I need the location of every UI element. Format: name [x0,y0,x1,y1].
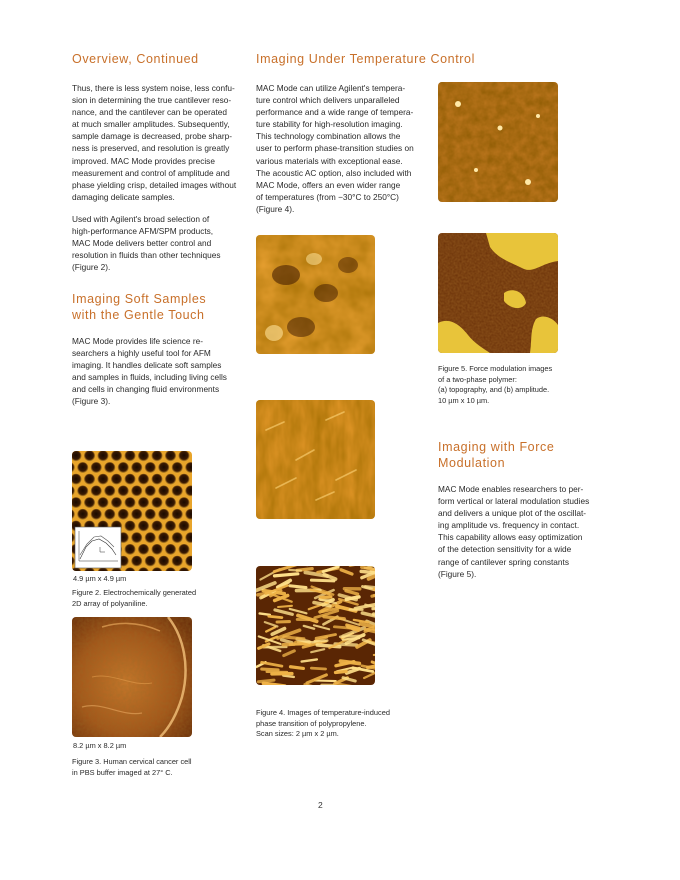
figure-4b-image [256,400,375,519]
overview-heading: Overview, Continued [72,52,199,66]
figure-3-image [72,617,192,737]
text-line: Modulation [438,455,506,470]
text-line: phase transition of polypropylene. [256,718,367,728]
text-line: sion in determining the true cantilever reso- [72,95,232,106]
polyaniline-array-graphic [72,451,192,571]
force-modulation-paragraph [438,483,618,580]
text-line: ing amplitude vs. frequency in contact. [438,520,580,531]
text-line: This technology combination allows the [256,131,401,142]
text-line: (Figure 3). [72,396,111,407]
text-line: Imaging with Force [438,440,555,454]
figure-4c-image [256,566,375,685]
text-line: range of cantilever spring constants [438,556,569,567]
text-line: MAC Mode enables researchers to per- [438,484,584,494]
text-line: and delivers a unique plot of the oscillat- [438,508,587,519]
soft-samples-heading [72,292,206,323]
text-line: Thus, there is less system noise, less confu- [72,83,235,93]
figure-4a-image [256,235,375,354]
text-line: Scan sizes: 2 µm x 2 µm. [256,729,339,739]
text-line: MAC Mode delivers better control and [72,238,212,249]
text-line: high-performance AFM/SPM products, [72,226,214,237]
text-line: 2D array of polyaniline. [72,598,148,608]
text-line: of a two-phase polymer: [438,374,517,384]
text-line: of the detection sensitivity for a wide [438,544,572,555]
overview-paragraph-2 [72,213,248,273]
polypropylene-phase-c-graphic [256,566,375,685]
text-line: Figure 2. Electrochemically generated [72,588,197,597]
text-line: (Figure 2). [72,262,111,273]
text-line: performance and a wide range of tempera- [256,107,414,118]
text-line: MAC Mode provides life science re- [72,336,203,346]
text-line: of temperatures (from −30°C to 250°C) [256,191,399,202]
cancer-cell-graphic [72,617,192,737]
figure-2-caption [72,588,248,609]
text-line: nance, and the cantilever can be operated [72,107,227,118]
text-line: Imaging Soft Samples [72,292,207,306]
text-line: various materials with exceptional ease. [256,155,403,166]
text-line: ture stability for high-resolution imaging. [256,119,403,130]
temperature-control-heading: Imaging Under Temperature Control [256,52,475,66]
text-line: improved. MAC Mode provides precise [72,155,215,166]
text-line: phase yielding crisp, detailed images without [72,179,237,190]
text-line: in PBS buffer imaged at 27° C. [72,767,173,777]
text-line: and samples in fluids, including living cells [72,372,227,383]
text-line: searchers a highly useful tool for AFM [72,348,211,359]
text-line: measurement and control of amplitude and [72,167,230,178]
text-line: damaging delicate samples. [72,191,175,202]
text-line: Figure 3. Human cervical cancer cell [72,757,192,766]
polypropylene-phase-b-graphic [256,400,375,519]
force-modulation-heading [438,440,554,471]
text-line: with the Gentle Touch [72,307,205,322]
text-line: 10 µm x 10 µm. [438,395,490,405]
text-line: and cells in changing fluid environments [72,384,220,395]
figure-2-scale: 4.9 µm x 4.9 µm [73,574,127,583]
text-line: Figure 5. Force modulation images [438,364,553,373]
text-line: This capability allows easy optimization [438,532,583,543]
text-line: MAC Mode can utilize Agilent's tempera- [256,83,406,93]
figure-5-caption [438,364,618,406]
two-phase-polymer-amplitude-graphic [438,233,558,353]
text-line: user to perform phase-transition studies on [256,143,414,154]
figure-3-scale: 8.2 µm x 8.2 µm [73,741,127,750]
figure-4-caption [256,708,432,740]
temperature-control-paragraph [256,82,432,215]
text-line: Used with Agilent's broad selection of [72,214,210,224]
text-line: Figure 4. Images of temperature-induced [256,708,390,717]
two-phase-polymer-topography-graphic [438,82,558,202]
page-number: 2 [318,800,323,810]
text-line: The acoustic AC option, also included with [256,167,412,178]
figure-3-caption [72,757,248,778]
figure-2-image [72,451,192,571]
text-line: resolution in fluids than other techniques [72,250,221,261]
text-line: ness is preserved, and resolution is greatly [72,143,230,154]
overview-paragraph-1 [72,82,248,203]
text-line: sample damage is decreased, probe sharp- [72,131,233,142]
text-line: imaging. It handles delicate soft samples [72,360,222,371]
text-line: form vertical or lateral modulation studies [438,496,590,507]
text-line: (Figure 4). [256,203,295,214]
inset-plot [75,527,121,568]
text-line: ture control which delivers unparalleled [256,95,400,106]
soft-samples-paragraph [72,335,248,408]
text-line: (Figure 5). [438,568,477,579]
text-line: at much smaller amplitudes. Subsequently, [72,119,230,130]
figure-5a-image [438,82,558,202]
polypropylene-phase-a-graphic [256,235,375,354]
text-line: (a) topography, and (b) amplitude. [438,385,550,395]
text-line: MAC Mode, offers an even wider range [256,179,401,190]
figure-5b-image [438,233,558,353]
